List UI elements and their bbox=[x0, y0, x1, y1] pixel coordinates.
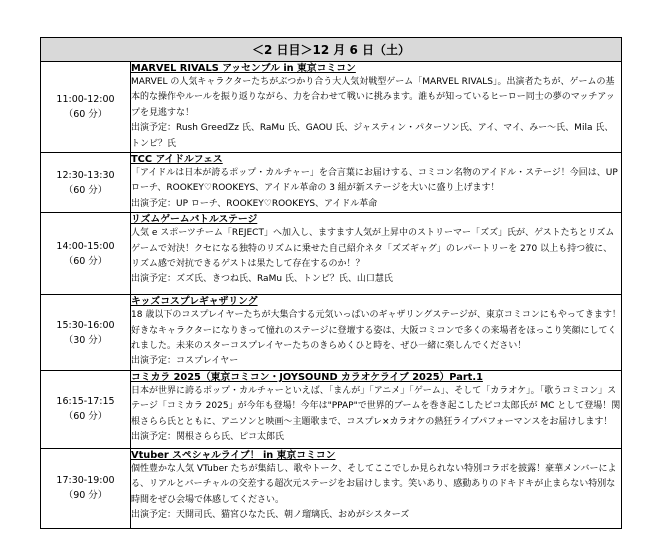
time-cell bbox=[41, 448, 131, 528]
session-row bbox=[41, 153, 622, 213]
description-cell bbox=[131, 370, 622, 448]
session-time: 15:30-16:00 bbox=[56, 319, 115, 331]
description-cell bbox=[131, 295, 622, 371]
session-row bbox=[41, 370, 622, 448]
session-duration: （90 分） bbox=[63, 490, 108, 502]
description-cell bbox=[131, 448, 622, 528]
time-cell bbox=[41, 295, 131, 371]
schedule-table bbox=[40, 37, 622, 529]
session-title: TCC アイドルフェス bbox=[131, 154, 223, 166]
session-row bbox=[41, 448, 622, 528]
session-row bbox=[41, 295, 622, 371]
session-description: 個性豊かな人気 VTuber たちが集結し、歌やトーク、そしてここでしか見られない特別コラボを披露！豪華メンバーによる、リアルとバーチャルの交差する超次元ステージをお届けします。笑いあり、感動ありのドキドキが止まらない特別な時間をぜひ会場で体感してください。 bbox=[131, 463, 617, 505]
time-cell bbox=[41, 213, 131, 295]
session-time: 16:15-17:15 bbox=[56, 396, 115, 408]
session-title: Vtuber スペシャルライブ！ in 東京コミコン bbox=[131, 449, 336, 461]
session-title: コミカラ 2025（東京コミコン・JOYSOUND カラオケライブ 2025）Part.1 bbox=[131, 371, 483, 383]
schedule-header-row bbox=[41, 38, 622, 62]
session-performers: 出演予定：Rush GreedZz 氏、RaMu 氏、GAOU 氏、ジャスティン・パターソン氏、アイ、マイ、みー～氏、Mila 氏、トンビ？氏 bbox=[131, 123, 614, 149]
session-description: 人気 e スポーツチーム「REJECT」へ加入し、ますます人気が上昇中のストリーマー「ズズ」氏が、ゲストたちとリズムゲームで対決！クセになる独特のリズムに乗せた自己紹介ネタ「ズズギャグ」のレパートリーを 270 以上も持つ彼に、リズム感で対抗できるゲストは果たして存在するのか！？ bbox=[131, 228, 615, 270]
session-duration: （60 分） bbox=[63, 411, 108, 423]
session-duration: （30 分） bbox=[63, 334, 108, 346]
session-duration: （60 分） bbox=[63, 184, 108, 196]
description-cell bbox=[131, 153, 622, 213]
session-performers: 出演予定：関根さらら氏、ピコ太郎氏 bbox=[131, 432, 285, 443]
session-performers: 出演予定：天開司氏、猫宮ひなた氏、朝ノ瑠璃氏、おめがシスターズ bbox=[131, 510, 410, 521]
session-performers: 出演予定：コスプレイヤー bbox=[131, 356, 239, 367]
session-description: 18 歳以下のコスプレイヤーたちが大集合する元気いっぱいのギャザリングステージが、東京コミコンにもやってきます！好きなキャラクターになりきって憧れのステージに登壇する姿は、大阪コミコンで多くの来場者をほっこり笑顔にしてくれました。未来のスターコスプレイヤーたちのきらめくひと時を、ぜひ一緒に楽しんでください！ bbox=[131, 310, 621, 352]
session-time: 12:30-13:30 bbox=[56, 169, 115, 181]
day-header: ＜2 日目＞12 月 6 日（土） bbox=[41, 38, 622, 62]
session-row bbox=[41, 62, 622, 153]
time-cell bbox=[41, 62, 131, 153]
session-time: 11:00-12:00 bbox=[56, 94, 115, 106]
description-cell bbox=[131, 213, 622, 295]
session-title: リズムゲームバトルステージ bbox=[131, 214, 258, 226]
session-time: 14:00-15:00 bbox=[56, 240, 115, 252]
description-cell bbox=[131, 62, 622, 153]
session-performers: 出演予定：ズズ氏、きつね氏、RaMu 氏、トンビ？氏、山口慧氏 bbox=[131, 274, 393, 285]
time-cell bbox=[41, 370, 131, 448]
session-title: キッズコスプレギャザリング bbox=[131, 296, 258, 308]
session-duration: （60 分） bbox=[63, 109, 108, 121]
session-description: 「アイドルは日本が誇るポップ・カルチャー」を合言葉にお届けする、コミコン名物のアイドル・ステージ！今回は、UP ローチ、ROOKEY♡ROOKEYS、アイドル革命の 3 組が新ステージを大いに盛り上げます！ bbox=[131, 168, 618, 194]
session-duration: （60 分） bbox=[63, 255, 108, 267]
session-time: 17:30-19:00 bbox=[56, 475, 115, 487]
session-description: MARVEL の人気キャラクターたちがぶつかり合う大人気対戦型ゲーム「MARVEL RIVALS」。出演者たちが、ゲームの基本的な操作やルールを振り返りながら、力を合わせて戦いに挑みます。誰もが知っているヒーロー同士の夢のマッチアップを見逃すな！ bbox=[131, 77, 615, 118]
session-description: 日本が世界に誇るポップ・カルチャーといえば、「まんが」「アニメ」「ゲーム」、そして「カラオケ」。「歌うコミコン」ステージ「コミカラ 2025」が今年も登場！今年は"PPAP"で世界的ブームを巻き起こしたピコ太郎氏が MC として登場！関根さらら氏とともに、アニソンと映画～主題歌まで、コスプレ×カラオケの熱狂ライブパフォーマンスをお届けします！ bbox=[131, 385, 621, 427]
session-rows bbox=[41, 62, 622, 529]
session-title: MARVEL RIVALS アッセンブル in 東京コミコン bbox=[131, 63, 356, 74]
session-performers: 出演予定：UP ローチ、ROOKEY♡ROOKEYS、アイドル革命 bbox=[131, 198, 378, 209]
session-row bbox=[41, 213, 622, 295]
time-cell bbox=[41, 153, 131, 213]
